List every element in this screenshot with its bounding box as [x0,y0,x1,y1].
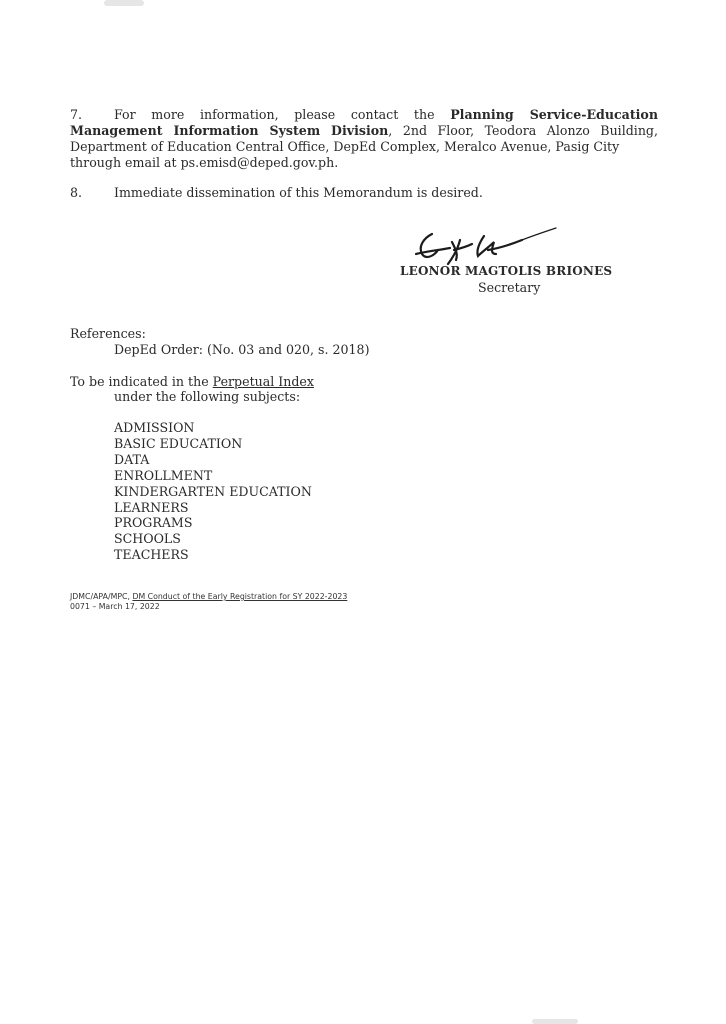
perpetual-index-prefix: To be indicated in the [70,374,213,389]
paragraph-8 [70,185,658,201]
document-footer [70,592,347,612]
paragraph-8-number: 8. [70,185,83,200]
paragraph-7-text-before: For more information, please contact the [114,107,451,122]
subject-item: ADMISSION [114,420,195,435]
signatory-name: LEONOR MAGTOLIS BRIONES [400,264,613,278]
subject-item: PROGRAMS [114,515,193,531]
subject-item: LEARNERS [114,499,189,515]
handwritten-signature [410,224,560,268]
subject-item: BASIC EDUCATION [114,435,243,451]
signature-block [398,224,628,294]
paragraph-8-text: Immediate dissemination of this Memorandum is desired. [114,185,483,200]
paragraph-7-number: 7. [70,107,83,122]
perpetual-index-link: Perpetual Index [212,374,314,389]
scan-artifact-top [104,0,144,6]
paragraph-7-last-line: through email at ps.emisd@deped.gov.ph. [70,155,339,170]
subject-item: KINDERGARTEN EDUCATION [114,483,312,499]
subject-item: ENROLLMENT [114,467,213,483]
subject-item: DATA [114,451,150,467]
signatory-title: Secretary [478,280,541,295]
paragraph-7-text-after: , 2nd Floor, Teodora Alonzo Building, Department of Education Central Office, DepEd Complex, Meralco Avenue, Pasig City [70,123,658,154]
footer-ref-date: 0071 – March 17, 2022 [70,602,160,611]
subject-list [114,420,312,563]
perpetual-index-line [70,374,314,390]
references-label: References: [70,326,146,341]
paragraph-7-division-name: Planning Service-Education Management Information System Division [70,107,658,138]
footer-line-1 [70,592,347,602]
perpetual-index-subtitle: under the following subjects: [114,389,301,404]
footer-initials: JDMC/APA/MPC, [70,592,133,601]
scan-artifact-bottom [532,1019,578,1024]
footer-doc-title: DM Conduct of the Early Registration for SY 2022-2023 [132,592,348,601]
paragraph-7 [70,107,658,171]
subject-item: SCHOOLS [114,531,181,547]
references-item: DepEd Order: (No. 03 and 020, s. 2018) [114,342,370,357]
subject-item: TEACHERS [114,547,189,563]
